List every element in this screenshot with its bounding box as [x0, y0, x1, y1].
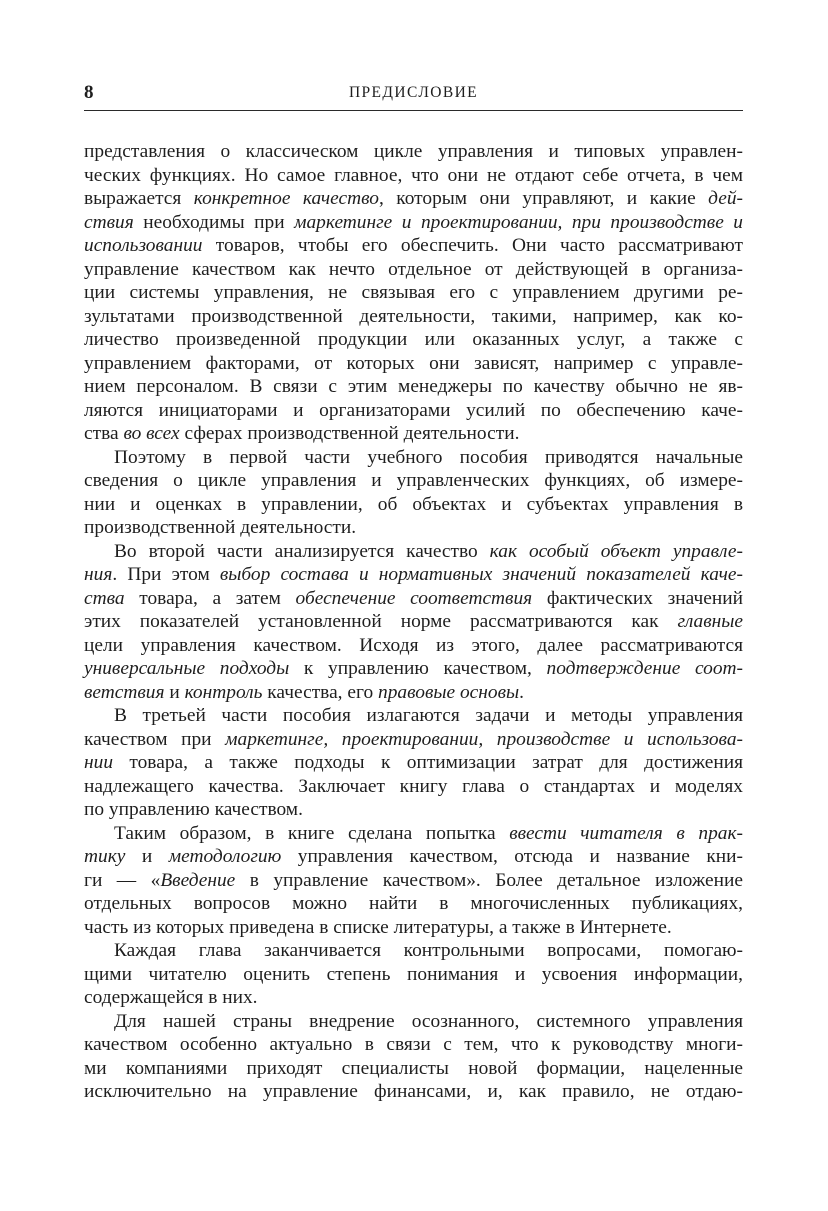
text-line: [84, 728, 743, 752]
italic-text-run: ввести читателя в прак-: [509, 822, 743, 844]
text-line: [84, 281, 743, 305]
text-run: ции системы управления, не связывая его с управлением другими ре-: [84, 282, 743, 303]
text-run: выражается: [84, 188, 194, 209]
text-run: надлежащего качества. Заключает книгу глава о стандартах и моделях: [84, 775, 743, 797]
text-line: [84, 751, 743, 775]
text-run: качеством особенно актуально в связи с тем, что к руководству многи-: [84, 1034, 743, 1055]
text-run: В третьей части пособия излагаются задачи и методы управления: [114, 705, 743, 726]
italic-text-run: ствия: [84, 211, 134, 233]
text-run: к управлению качеством,: [289, 658, 547, 679]
italic-text-run: правовые основы: [378, 681, 520, 703]
text-run: сведения о цикле управления и управленческих функциях, об измере-: [84, 470, 743, 491]
text-line: [84, 1010, 743, 1034]
text-line: [84, 704, 743, 728]
running-title: ПРЕДИСЛОВИЕ: [348, 84, 479, 101]
text-run: фактических значений: [532, 587, 743, 609]
italic-text-run: тику: [84, 846, 126, 867]
italic-text-run: подтверждение соот-: [546, 658, 743, 679]
text-line: [84, 563, 743, 587]
italic-text-run: использовании: [84, 235, 203, 256]
italic-text-run: контроль: [184, 681, 263, 703]
text-run: по управлению качеством.: [84, 799, 303, 820]
italic-text-run: главные: [677, 611, 743, 632]
text-run: производственной деятельности.: [84, 517, 357, 538]
text-run: сферах производственной деятельности.: [179, 423, 520, 444]
text-line: [84, 587, 743, 611]
text-line: [84, 422, 743, 446]
text-run: отдельных вопросов можно найти в многочисленных публикациях,: [84, 893, 743, 914]
italic-text-run: дей-: [708, 188, 743, 209]
text-line: [84, 328, 743, 352]
italic-text-run: маркетинге и проектировании, при производстве и: [294, 211, 743, 233]
text-line: [84, 399, 743, 423]
paragraph: [84, 939, 743, 1010]
paragraph: [84, 540, 743, 705]
italic-text-run: ния: [84, 564, 113, 585]
text-line: [84, 234, 743, 258]
text-run: ства: [84, 423, 124, 444]
text-run: Таким образом, в книге сделана попытка: [114, 822, 510, 844]
italic-text-run: Введение: [160, 869, 236, 891]
text-line: [84, 963, 743, 987]
text-run: в управление качеством». Более детальное изложение: [235, 869, 743, 891]
italic-text-run: методологию: [168, 846, 282, 867]
text-run: , которым они управляют, и какие: [379, 188, 709, 209]
text-run: нием персоналом. В связи с этим менеджеры по качеству обычно не яв-: [84, 376, 743, 397]
text-run: товара, а также подходы к оптимизации затрат для достижения: [113, 752, 743, 773]
text-run: и: [125, 846, 169, 867]
paragraph: [84, 140, 743, 446]
text-line: [84, 516, 743, 540]
text-line: [84, 634, 743, 658]
text-run: этих показателей установленной норме рассматриваются как: [84, 611, 678, 632]
text-run: Для нашей страны внедрение осознанного, системного управления: [114, 1010, 743, 1032]
text-run: Поэтому в первой части учебного пособия приводятся начальные: [114, 446, 743, 468]
text-line: [84, 916, 743, 940]
text-run: Каждая глава заканчивается контрольными вопросами, помогаю-: [114, 940, 743, 961]
italic-text-run: обеспечение соответствия: [295, 587, 533, 609]
text-line: [84, 352, 743, 376]
text-line: [84, 822, 743, 846]
text-run: ги — «: [84, 869, 161, 891]
text-line: [84, 469, 743, 493]
text-line: [84, 540, 743, 564]
text-line: [84, 1033, 743, 1057]
text-run: исключительно на управление финансами, и, как правило, не отдаю-: [84, 1081, 743, 1102]
text-run: товара, а затем: [124, 587, 296, 609]
text-run: качеством при: [84, 728, 226, 750]
italic-text-run: ветствия: [84, 681, 165, 703]
text-line: [84, 986, 743, 1010]
text-line: [84, 493, 743, 517]
italic-text-run: универсальные подходы: [84, 658, 290, 679]
text-run: Во второй части анализируется качество: [114, 540, 490, 562]
paragraph: [84, 822, 743, 940]
page-number: 8: [84, 82, 94, 103]
text-line: [84, 845, 743, 869]
text-line: [84, 140, 743, 164]
text-run: качества, его: [262, 681, 378, 703]
text-line: [84, 305, 743, 329]
text-run: щими читателю оценить степень понимания и усвоения информации,: [84, 963, 743, 985]
italic-text-run: ства: [84, 587, 125, 609]
text-run: личество произведенной продукции или оказанных услуг, а также с: [84, 329, 743, 350]
text-line: [84, 892, 743, 916]
italic-text-run: нии: [84, 752, 114, 773]
text-run: и: [164, 681, 185, 703]
text-line: [84, 610, 743, 634]
italic-text-run: конкретное качество: [193, 188, 379, 209]
text-line: [84, 657, 743, 681]
text-line: [84, 775, 743, 799]
text-run: .: [519, 681, 524, 703]
text-run: нии и оценках в управлении, об объектах и субъектах управления в: [84, 493, 743, 515]
paragraph: [84, 446, 743, 540]
text-run: управлением факторами, от которых они зависят, например с управле-: [84, 352, 743, 374]
text-run: ми компаниями приходят специалисты новой формации, нацеленные: [84, 1057, 743, 1079]
text-line: [84, 446, 743, 470]
text-run: часть из которых приведена в списке литературы, а также в Интернете.: [84, 916, 672, 938]
paragraph: [84, 1010, 743, 1104]
text-run: зультатами производственной деятельности, такими, например, как ко-: [84, 305, 743, 327]
text-run: ческих функциях. Но самое главное, что они не отдают себе отчета, в чем: [84, 164, 743, 186]
text-run: цели управления качеством. Исходя из этого, далее рассматриваются: [84, 634, 743, 656]
italic-text-run: маркетинге, проектировании, производстве и использова-: [225, 728, 743, 750]
text-line: [84, 258, 743, 282]
text-line: [84, 1057, 743, 1081]
text-run: управления качеством, отсюда и название кни-: [281, 846, 743, 867]
paragraph: [84, 704, 743, 822]
text-line: [84, 798, 743, 822]
text-line: [84, 939, 743, 963]
text-run: содержащейся в них.: [84, 987, 258, 1008]
text-line: [84, 1080, 743, 1104]
text-run: представления о классическом цикле управления и типовых управлен-: [84, 141, 743, 162]
text-run: ляются инициаторами и организаторами усилий по обеспечению каче-: [84, 399, 743, 421]
body-text: [84, 140, 743, 1104]
italic-text-run: выбор состава и нормативных значений показателей каче-: [219, 564, 743, 585]
italic-text-run: во всех: [123, 423, 180, 444]
text-line: [84, 681, 743, 705]
italic-text-run: как особый объект управле-: [489, 540, 743, 562]
text-line: [84, 211, 743, 235]
text-line: [84, 164, 743, 188]
text-run: необходимы при: [133, 211, 295, 233]
text-line: [84, 869, 743, 893]
text-run: управление качеством как нечто отдельное от действующей в организа-: [84, 258, 743, 280]
text-line: [84, 187, 743, 211]
page-header: [84, 80, 743, 111]
text-line: [84, 375, 743, 399]
text-run: товаров, чтобы его обеспечить. Они часто рассматривают: [202, 235, 743, 256]
text-run: . При этом: [112, 564, 220, 585]
